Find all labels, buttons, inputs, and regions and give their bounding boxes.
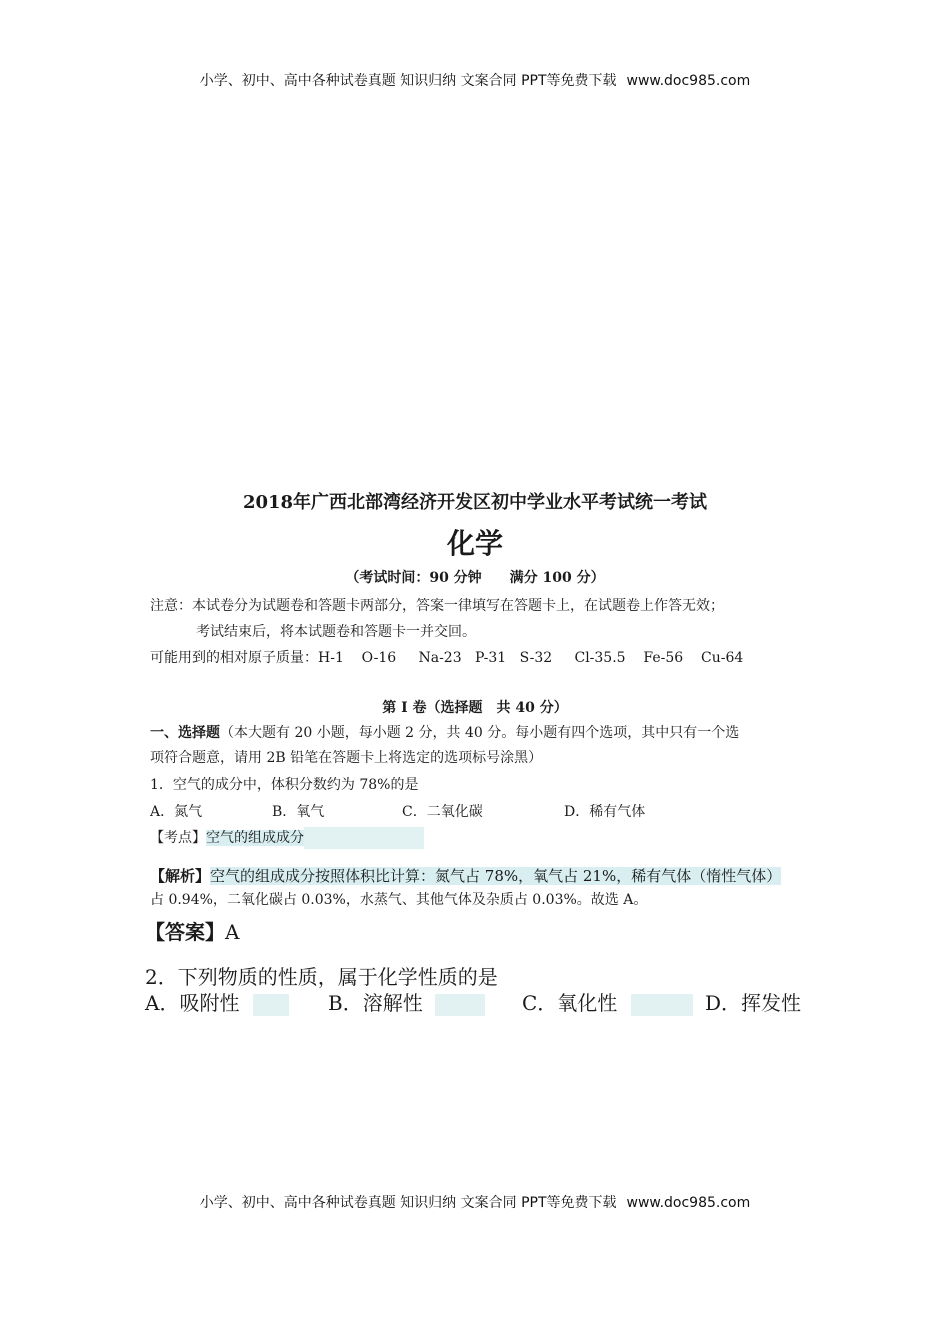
q1-answer-value: A: [225, 920, 240, 944]
q1-kaodian-label: 【考点】: [150, 830, 206, 846]
q2-option-d-text: D．挥发性: [705, 991, 802, 1015]
q1-answer: [145, 916, 239, 945]
section-intro-line-1: [150, 722, 739, 742]
atomic-mass-cl: Cl-35.5: [574, 650, 626, 666]
q1-option-a: A．氮气: [150, 804, 203, 820]
q1-jiexi-line-2: 占 0.94%，二氧化碳占 0.03%，水蒸气、其他气体及杂质占 0.03%。故选 A。: [150, 892, 648, 908]
exam-subject: 化学: [446, 527, 503, 560]
q2-option-c-highlight: [631, 994, 693, 1016]
q1-jiexi-line-1: [150, 865, 781, 886]
q2-stem: [145, 961, 498, 990]
footer-text: 小学、初中、高中各种试卷真题 知识归纳 文案合同 PPT等免费下载: [199, 1195, 617, 1211]
q2-option-a-text: A．吸附性: [145, 991, 240, 1015]
atomic-mass-label: 可能用到的相对原子质量：: [150, 650, 318, 666]
q2-option-c: [522, 987, 693, 1016]
q2-option-d: [705, 987, 801, 1016]
exam-title: 2018年广西北部湾经济开发区初中学业水平考试统一考试: [242, 492, 708, 513]
atomic-mass-na: Na-23: [418, 650, 462, 666]
q1-kaodian: [150, 827, 424, 849]
section-intro-line-2: 项符合题意，请用 2B 铅笔在答题卡上将选定的选项标号涂黑）: [150, 750, 543, 766]
q1-jiexi-text-1: 空气的组成成分按照体积比计算：氮气占 78%，氧气占 21%，稀有气体（惰性气体）: [210, 867, 782, 885]
notice-line-2: 考试结束后，将本试题卷和答题卡一并交回。: [196, 624, 476, 640]
atomic-mass-line: [150, 647, 743, 667]
section-title: 第 I 卷（选择题 共 40 分）: [382, 700, 568, 716]
q2-option-a: [145, 987, 289, 1016]
q1-jiexi-label: 【解析】: [150, 867, 211, 885]
q1-option-d: D．稀有气体: [564, 804, 646, 820]
q2-option-b-text: B．溶解性: [328, 991, 423, 1015]
section-intro-label: 一、选择题: [150, 725, 220, 741]
page-header: [0, 70, 950, 90]
header-url[interactable]: www.doc985.com: [626, 73, 751, 89]
page-footer: [0, 1192, 950, 1212]
atomic-mass-o: O-16: [361, 650, 397, 666]
q1-option-c: C．二氧化碳: [402, 804, 483, 820]
q2-option-b-highlight: [435, 994, 485, 1016]
exam-time-info: （考试时间：90 分钟 满分 100 分）: [345, 570, 605, 586]
q1-option-b: B．氧气: [272, 804, 325, 820]
q2-option-c-text: C．氧化性: [522, 991, 618, 1015]
q2-option-b: [328, 987, 485, 1016]
atomic-mass-cu: Cu-64: [700, 650, 744, 666]
section-intro-text-1: （本大题有 20 小题，每小题 2 分，共 40 分。每小题有四个选项，其中只有一个选: [220, 725, 740, 741]
atomic-mass-s: S-32: [519, 650, 553, 666]
atomic-mass-fe: Fe-56: [643, 650, 684, 666]
q2-option-a-highlight: [253, 994, 289, 1016]
atomic-mass-p: P-31: [475, 650, 507, 666]
footer-url[interactable]: www.doc985.com: [626, 1195, 751, 1211]
header-text: 小学、初中、高中各种试卷真题 知识归纳 文案合同 PPT等免费下载: [199, 73, 617, 89]
q2-stem-text: 2．下列物质的性质，属于化学性质的是: [145, 965, 498, 989]
atomic-mass-h: H-1: [318, 650, 344, 666]
q1-answer-label: 【答案】: [145, 920, 225, 944]
q1-stem: 1．空气的成分中，体积分数约为 78%的是: [150, 777, 419, 793]
q1-kaodian-highlight: [304, 827, 424, 849]
notice-line-1: 注意：本试卷分为试题卷和答题卡两部分，答案一律填写在答题卡上，在试题卷上作答无效；: [150, 598, 724, 614]
q1-kaodian-text: 空气的组成成分: [206, 830, 304, 846]
